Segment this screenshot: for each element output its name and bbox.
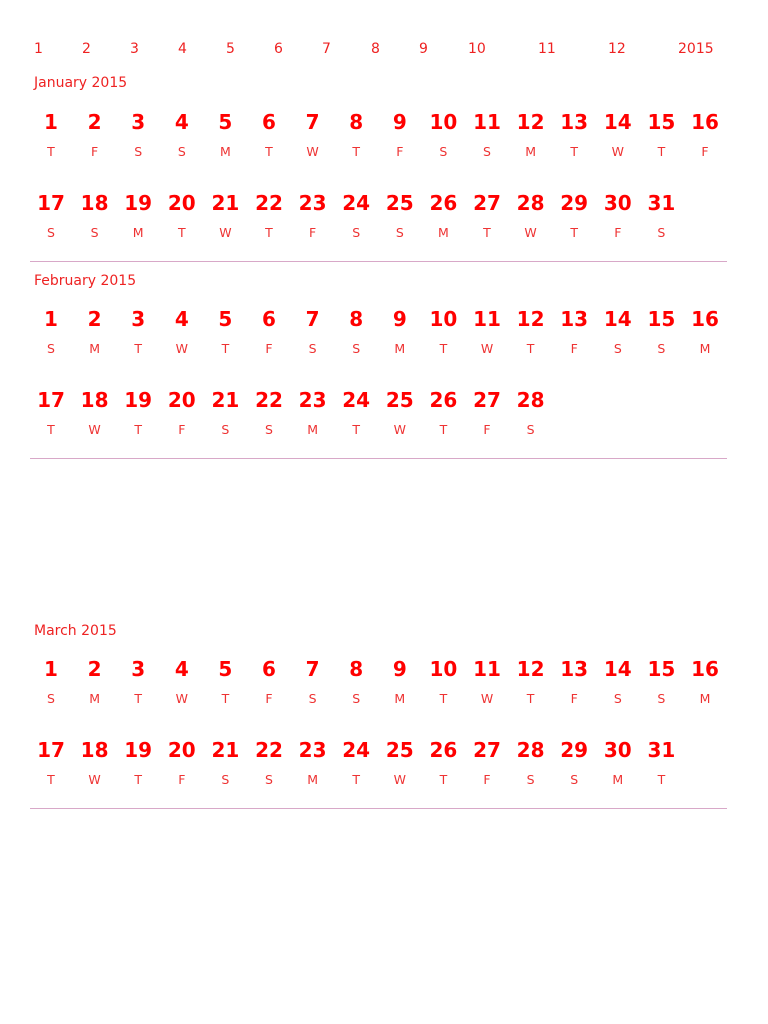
day-number: 14 xyxy=(603,657,632,681)
weekday-letter: T xyxy=(352,144,360,159)
day-number: 21 xyxy=(211,738,240,762)
day-number: 26 xyxy=(429,191,458,215)
day-cell[interactable] xyxy=(467,738,507,788)
day-number: 7 xyxy=(305,657,320,681)
day-cell[interactable] xyxy=(467,307,507,357)
weekday-letter: S xyxy=(265,422,273,437)
day-number: 7 xyxy=(305,110,320,134)
day-number: 31 xyxy=(647,191,676,215)
day-number: 20 xyxy=(167,388,196,412)
day-cell[interactable] xyxy=(162,191,202,241)
day-number: 12 xyxy=(516,307,545,331)
weekday-letter: T xyxy=(221,341,230,356)
day-number: 5 xyxy=(218,307,233,331)
day-number: 22 xyxy=(255,738,283,762)
day-number: 19 xyxy=(124,388,153,412)
day-cell[interactable] xyxy=(598,110,638,160)
day-number: 4 xyxy=(174,110,189,134)
day-cell[interactable] xyxy=(205,657,245,707)
day-number: 16 xyxy=(691,657,719,681)
weekday-letter: W xyxy=(393,772,406,787)
day-number: 30 xyxy=(603,191,632,215)
day-cell[interactable] xyxy=(75,110,115,160)
week-row xyxy=(0,191,768,251)
day-number: 20 xyxy=(167,738,196,762)
day-cell[interactable] xyxy=(423,657,463,707)
day-cell[interactable] xyxy=(467,657,507,707)
day-cell[interactable] xyxy=(205,191,245,241)
day-cell[interactable] xyxy=(380,191,420,241)
weekday-letter: T xyxy=(483,225,491,240)
day-number: 27 xyxy=(473,388,501,412)
weekday-letter: S xyxy=(352,341,361,356)
day-cell[interactable] xyxy=(380,110,420,160)
day-number: 4 xyxy=(174,657,189,681)
day-number: 18 xyxy=(80,388,109,412)
weekday-letter: F xyxy=(178,422,186,437)
day-number: 3 xyxy=(131,307,146,331)
weekday-letter: F xyxy=(483,772,491,787)
day-number: 15 xyxy=(647,110,676,134)
weekday-letter: M xyxy=(307,772,318,787)
day-cell[interactable] xyxy=(641,191,681,241)
weekday-letter: S xyxy=(47,225,55,240)
day-number: 15 xyxy=(647,657,676,681)
day-cell[interactable] xyxy=(423,388,463,438)
day-number: 12 xyxy=(516,657,545,681)
weekday-letter: F xyxy=(396,144,404,159)
weekday-letter: S xyxy=(439,144,448,159)
weekday-letter: S xyxy=(352,691,361,706)
day-number: 28 xyxy=(516,738,545,762)
weekday-letter: S xyxy=(613,691,622,706)
weekday-letter: S xyxy=(657,691,666,706)
day-number: 13 xyxy=(560,110,589,134)
weekday-letter: M xyxy=(89,691,100,706)
day-number: 18 xyxy=(80,191,109,215)
day-cell[interactable] xyxy=(75,388,115,438)
day-number: 19 xyxy=(124,738,153,762)
day-cell[interactable] xyxy=(554,110,594,160)
weekday-letter: S xyxy=(265,772,273,787)
day-number: 8 xyxy=(349,657,364,681)
weekday-letter: S xyxy=(308,691,317,706)
day-cell[interactable] xyxy=(511,388,551,438)
day-number: 18 xyxy=(80,738,109,762)
weekday-letter: T xyxy=(265,144,273,159)
day-cell[interactable] xyxy=(205,738,245,788)
day-cell[interactable] xyxy=(249,110,289,160)
day-number: 31 xyxy=(647,738,676,762)
day-cell[interactable] xyxy=(31,388,71,438)
day-cell[interactable] xyxy=(336,657,376,707)
week-row xyxy=(0,738,768,798)
weekday-letter: W xyxy=(480,691,494,706)
day-cell[interactable] xyxy=(118,738,158,788)
day-cell[interactable] xyxy=(380,738,420,788)
week-row xyxy=(0,307,768,367)
weekday-letter: W xyxy=(306,144,319,159)
weekday-letter: F xyxy=(701,144,709,159)
day-number: 14 xyxy=(603,110,632,134)
weekday-letter: M xyxy=(612,772,624,787)
day-cell[interactable] xyxy=(293,657,333,707)
day-cell[interactable] xyxy=(293,388,333,438)
day-cell[interactable] xyxy=(467,388,507,438)
weekday-letter: T xyxy=(439,422,448,437)
day-cell[interactable] xyxy=(293,307,333,357)
nav-month-6[interactable]: 6 xyxy=(274,41,283,57)
day-cell[interactable] xyxy=(423,307,463,357)
day-cell[interactable] xyxy=(423,110,463,160)
day-number: 17 xyxy=(37,191,65,215)
weekday-letter: W xyxy=(88,422,101,437)
month-divider xyxy=(30,458,727,459)
nav-month-7[interactable]: 7 xyxy=(322,41,331,57)
weekday-letter: W xyxy=(175,341,188,356)
nav-month-12[interactable]: 12 xyxy=(608,41,626,57)
day-number: 27 xyxy=(473,191,501,215)
month-title: February 2015 xyxy=(34,273,137,289)
nav-month-1[interactable]: 1 xyxy=(34,41,43,57)
day-cell[interactable] xyxy=(554,307,594,357)
day-cell[interactable] xyxy=(205,110,245,160)
day-number: 27 xyxy=(473,738,501,762)
day-number: 24 xyxy=(342,388,371,412)
weekday-letter: W xyxy=(480,341,494,356)
day-number: 11 xyxy=(473,110,501,134)
day-number: 10 xyxy=(429,657,458,681)
day-number: 8 xyxy=(349,307,364,331)
day-number: 16 xyxy=(691,307,719,331)
day-number: 9 xyxy=(392,307,407,331)
day-number: 6 xyxy=(262,110,276,134)
day-cell[interactable] xyxy=(467,110,507,160)
weekday-letter: W xyxy=(219,225,232,240)
day-number: 22 xyxy=(255,191,283,215)
day-number: 13 xyxy=(560,657,589,681)
day-number: 21 xyxy=(211,191,240,215)
day-number: 9 xyxy=(392,657,407,681)
day-cell[interactable] xyxy=(423,191,463,241)
day-cell[interactable] xyxy=(249,388,289,438)
day-cell[interactable] xyxy=(118,307,158,357)
weekday-letter: T xyxy=(177,225,186,240)
weekday-letter: S xyxy=(47,691,55,706)
nav-month-3[interactable]: 3 xyxy=(130,41,139,57)
day-number: 28 xyxy=(516,191,545,215)
weekday-letter: M xyxy=(394,341,406,356)
day-cell[interactable] xyxy=(205,307,245,357)
day-cell[interactable] xyxy=(118,110,158,160)
day-number: 23 xyxy=(298,388,327,412)
day-cell[interactable] xyxy=(162,307,202,357)
weekday-letter: T xyxy=(221,691,230,706)
day-cell[interactable] xyxy=(75,657,115,707)
day-number: 10 xyxy=(429,110,458,134)
day-number: 9 xyxy=(392,110,407,134)
day-cell[interactable] xyxy=(75,307,115,357)
weekday-letter: F xyxy=(90,144,99,159)
day-number: 24 xyxy=(342,191,371,215)
day-cell[interactable] xyxy=(31,191,71,241)
day-cell[interactable] xyxy=(380,307,420,357)
day-number: 13 xyxy=(560,307,589,331)
weekday-letter: M xyxy=(699,691,711,706)
day-cell[interactable] xyxy=(75,191,115,241)
day-number: 3 xyxy=(131,110,146,134)
weekday-letter: F xyxy=(483,422,491,437)
day-number: 1 xyxy=(44,110,58,134)
weekday-letter: T xyxy=(657,144,666,159)
day-cell[interactable] xyxy=(554,738,594,788)
weekday-letter: F xyxy=(614,225,622,240)
day-cell[interactable] xyxy=(685,307,725,357)
weekday-letter: S xyxy=(483,144,491,159)
day-cell[interactable] xyxy=(380,388,420,438)
day-number: 11 xyxy=(473,657,501,681)
day-cell[interactable] xyxy=(641,307,681,357)
nav-year[interactable]: 2015 xyxy=(678,41,714,57)
day-number: 25 xyxy=(385,738,414,762)
weekday-letter: T xyxy=(526,691,535,706)
day-cell[interactable] xyxy=(336,388,376,438)
day-number: 6 xyxy=(262,307,276,331)
week-row xyxy=(0,657,768,717)
day-cell[interactable] xyxy=(598,657,638,707)
weekday-letter: M xyxy=(525,144,536,159)
day-cell[interactable] xyxy=(293,738,333,788)
weekday-letter: T xyxy=(439,772,448,787)
day-cell[interactable] xyxy=(249,307,289,357)
day-cell[interactable] xyxy=(380,657,420,707)
weekday-letter: W xyxy=(175,691,188,706)
day-cell[interactable] xyxy=(249,657,289,707)
day-cell[interactable] xyxy=(554,191,594,241)
weekday-letter: F xyxy=(265,341,273,356)
day-number: 11 xyxy=(473,307,501,331)
day-number: 20 xyxy=(167,191,196,215)
nav-month-9[interactable]: 9 xyxy=(419,41,428,57)
day-cell[interactable] xyxy=(118,657,158,707)
weekday-letter: T xyxy=(570,144,578,159)
day-cell[interactable] xyxy=(249,738,289,788)
day-cell[interactable] xyxy=(162,657,202,707)
weekday-letter: T xyxy=(439,341,448,356)
month-title: March 2015 xyxy=(34,623,117,639)
day-cell[interactable] xyxy=(31,110,71,160)
day-number: 12 xyxy=(516,110,545,134)
day-cell[interactable] xyxy=(336,191,376,241)
day-number: 2 xyxy=(87,307,102,331)
day-cell[interactable] xyxy=(249,191,289,241)
nav-month-8[interactable]: 8 xyxy=(371,41,380,57)
day-cell[interactable] xyxy=(511,110,551,160)
weekday-letter: M xyxy=(437,225,449,240)
day-cell[interactable] xyxy=(598,191,638,241)
day-number: 17 xyxy=(37,738,65,762)
day-cell[interactable] xyxy=(511,738,551,788)
nav-month-5[interactable]: 5 xyxy=(226,41,235,57)
day-number: 25 xyxy=(385,191,414,215)
day-cell[interactable] xyxy=(31,738,71,788)
day-number: 28 xyxy=(516,388,545,412)
nav-month-4[interactable]: 4 xyxy=(178,41,187,57)
day-cell[interactable] xyxy=(31,307,71,357)
day-cell[interactable] xyxy=(641,110,681,160)
day-number: 5 xyxy=(218,110,233,134)
day-cell[interactable] xyxy=(598,738,638,788)
weekday-letter: M xyxy=(307,422,318,437)
day-number: 4 xyxy=(174,307,189,331)
day-cell[interactable] xyxy=(641,738,681,788)
day-number: 22 xyxy=(255,388,283,412)
day-number: 15 xyxy=(647,307,676,331)
day-cell[interactable] xyxy=(511,191,551,241)
weekday-letter: S xyxy=(395,225,404,240)
nav-month-11[interactable]: 11 xyxy=(538,41,556,57)
weekday-letter: W xyxy=(611,144,624,159)
weekday-letter: T xyxy=(352,422,360,437)
day-number: 30 xyxy=(603,738,632,762)
day-cell[interactable] xyxy=(598,307,638,357)
day-cell[interactable] xyxy=(641,657,681,707)
day-cell[interactable] xyxy=(162,388,202,438)
day-cell[interactable] xyxy=(162,738,202,788)
weekday-letter: T xyxy=(352,772,360,787)
nav-month-2[interactable]: 2 xyxy=(82,41,91,57)
week-row xyxy=(0,110,768,170)
weekday-letter: S xyxy=(90,225,99,240)
day-cell[interactable] xyxy=(118,388,158,438)
day-cell[interactable] xyxy=(467,191,507,241)
day-number: 2 xyxy=(87,657,102,681)
weekday-letter: S xyxy=(134,144,143,159)
weekday-letter: T xyxy=(265,225,273,240)
day-cell[interactable] xyxy=(336,110,376,160)
weekday-letter: M xyxy=(219,144,231,159)
day-cell[interactable] xyxy=(293,191,333,241)
weekday-letter: S xyxy=(526,422,535,437)
day-cell[interactable] xyxy=(511,657,551,707)
day-number: 26 xyxy=(429,738,458,762)
day-number: 19 xyxy=(124,191,153,215)
day-cell[interactable] xyxy=(75,738,115,788)
day-cell[interactable] xyxy=(336,738,376,788)
weekday-letter: S xyxy=(221,772,230,787)
day-number: 1 xyxy=(44,657,58,681)
month-nav xyxy=(0,39,768,59)
weekday-letter: M xyxy=(132,225,144,240)
weekday-letter: S xyxy=(308,341,317,356)
day-number: 23 xyxy=(298,738,327,762)
day-number: 29 xyxy=(560,191,589,215)
month-divider xyxy=(30,261,727,262)
weekday-letter: M xyxy=(394,691,406,706)
day-number: 2 xyxy=(87,110,102,134)
day-cell[interactable] xyxy=(118,191,158,241)
week-row xyxy=(0,388,768,448)
weekday-letter: T xyxy=(134,772,142,787)
day-cell[interactable] xyxy=(511,307,551,357)
weekday-letter: T xyxy=(657,772,666,787)
day-cell[interactable] xyxy=(423,738,463,788)
day-number: 26 xyxy=(429,388,458,412)
day-number: 1 xyxy=(44,307,58,331)
month-divider xyxy=(30,808,727,809)
weekday-letter: T xyxy=(439,691,448,706)
weekday-letter: M xyxy=(699,341,711,356)
day-number: 24 xyxy=(342,738,371,762)
weekday-letter: T xyxy=(134,691,142,706)
weekday-letter: T xyxy=(570,225,578,240)
day-cell[interactable] xyxy=(685,657,725,707)
weekday-letter: W xyxy=(393,422,406,437)
day-cell[interactable] xyxy=(293,110,333,160)
day-number: 3 xyxy=(131,657,146,681)
weekday-letter: S xyxy=(221,422,230,437)
weekday-letter: S xyxy=(177,144,186,159)
weekday-letter: T xyxy=(47,422,55,437)
day-number: 8 xyxy=(349,110,364,134)
day-number: 21 xyxy=(211,388,240,412)
weekday-letter: M xyxy=(89,341,100,356)
month-title: January 2015 xyxy=(34,75,128,91)
nav-month-10[interactable]: 10 xyxy=(468,41,486,57)
weekday-letter: T xyxy=(134,422,142,437)
weekday-letter: W xyxy=(88,772,101,787)
day-number: 10 xyxy=(429,307,458,331)
weekday-letter: T xyxy=(47,772,55,787)
weekday-letter: F xyxy=(178,772,186,787)
day-number: 7 xyxy=(305,307,320,331)
weekday-letter: W xyxy=(524,225,537,240)
day-cell[interactable] xyxy=(554,657,594,707)
day-number: 14 xyxy=(603,307,632,331)
weekday-letter: F xyxy=(265,691,273,706)
weekday-letter: T xyxy=(526,341,535,356)
weekday-letter: S xyxy=(526,772,535,787)
weekday-letter: F xyxy=(308,225,317,240)
day-number: 5 xyxy=(218,657,233,681)
weekday-letter: S xyxy=(570,772,579,787)
day-cell[interactable] xyxy=(31,657,71,707)
weekday-letter: S xyxy=(352,225,361,240)
weekday-letter: F xyxy=(570,691,578,706)
day-cell[interactable] xyxy=(685,110,725,160)
weekday-letter: T xyxy=(47,144,55,159)
day-number: 17 xyxy=(37,388,65,412)
weekday-letter: F xyxy=(570,341,578,356)
day-number: 16 xyxy=(691,110,719,134)
weekday-letter: S xyxy=(613,341,622,356)
weekday-letter: S xyxy=(47,341,55,356)
day-cell[interactable] xyxy=(205,388,245,438)
day-number: 25 xyxy=(385,388,414,412)
weekday-letter: T xyxy=(134,341,142,356)
day-number: 6 xyxy=(262,657,276,681)
day-cell[interactable] xyxy=(162,110,202,160)
day-number: 23 xyxy=(298,191,327,215)
weekday-letter: S xyxy=(657,341,666,356)
weekday-letter: S xyxy=(657,225,666,240)
day-number: 29 xyxy=(560,738,589,762)
day-cell[interactable] xyxy=(336,307,376,357)
